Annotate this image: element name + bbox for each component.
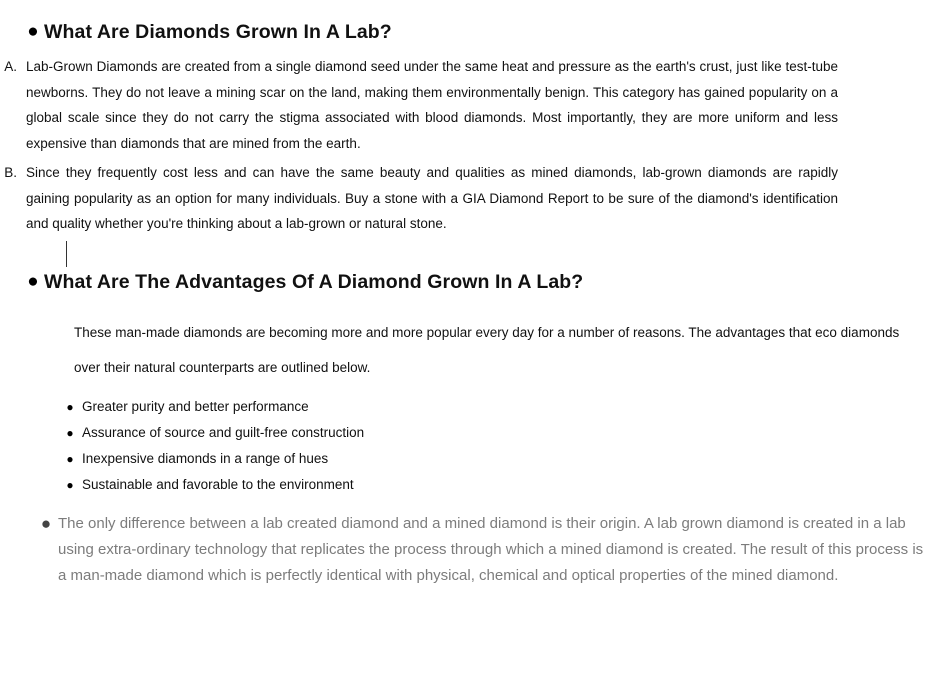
bullet-icon: ● <box>66 399 74 414</box>
advantage-text: Assurance of source and guilt-free construction <box>82 424 365 440</box>
bullet-icon: ● <box>66 477 74 492</box>
advantage-text: Sustainable and favorable to the environment <box>82 476 354 492</box>
list-text-a: Lab-Grown Diamonds are created from a single diamond seed under the same heat and pressure as the earth's crust, just like test-tube newborns. They do not leave a mining scar on the land, making them environmentally benign. This category has gained popularity on a global scale since they do not carry the stigma associated with blood diamonds. Most importantly, they are more uniform and less expensive than diamonds that are mined from the earth. <box>26 59 838 151</box>
list-marker-b: B. <box>4 165 17 180</box>
bullet-icon: ● <box>40 513 52 533</box>
list-item <box>58 420 948 446</box>
heading-2-text: What Are The Advantages Of A Diamond Grown In A Lab? <box>44 270 584 293</box>
list-item <box>0 160 948 237</box>
advantage-text: Greater purity and better performance <box>82 398 309 414</box>
text-caret <box>66 241 67 267</box>
bullet-icon: ● <box>27 270 39 292</box>
list-item <box>58 472 948 498</box>
heading-1-text: What Are Diamonds Grown In A Lab? <box>44 21 392 43</box>
list-marker-a: A. <box>4 59 17 74</box>
bullet-icon: ● <box>66 425 74 440</box>
list-item <box>58 394 948 420</box>
list-item <box>58 446 948 472</box>
text-cursor-line[interactable] <box>66 241 948 269</box>
intro-paragraph: These man-made diamonds are becoming more and more popular every day for a number of reasons. The advantages that eco diamonds over their natural counterparts are outlined below. <box>74 324 900 375</box>
final-paragraph-row <box>34 511 948 589</box>
bullet-icon: ● <box>27 21 39 42</box>
final-paragraph-text: The only difference between a lab created diamond and a mined diamond is their origin. A lab grown diamond is created in a lab using extra-ordinary technology that replicates the process through which a mined diamond is created. The result of this process is a man-made diamond which is perfectly identical with physical, chemical and optical properties of the mined diamond. <box>58 514 924 584</box>
document-page <box>0 19 948 673</box>
lettered-list <box>0 54 948 237</box>
advantage-text: Inexpensive diamonds in a range of hues <box>82 450 329 466</box>
bullet-icon: ● <box>66 451 74 466</box>
advantages-list <box>0 394 948 498</box>
list-item <box>0 54 948 156</box>
list-text-b: Since they frequently cost less and can have the same beauty and qualities as mined diamonds, lab-grown diamonds are rapidly gaining popularity as an option for many individuals. Buy a stone with a GIA Diamond Report to be sure of the diamond's identification and quality whether you're thinking about a lab-grown or natural stone. <box>26 165 838 231</box>
section-heading-1 <box>22 19 948 45</box>
section-heading-2 <box>22 269 948 295</box>
